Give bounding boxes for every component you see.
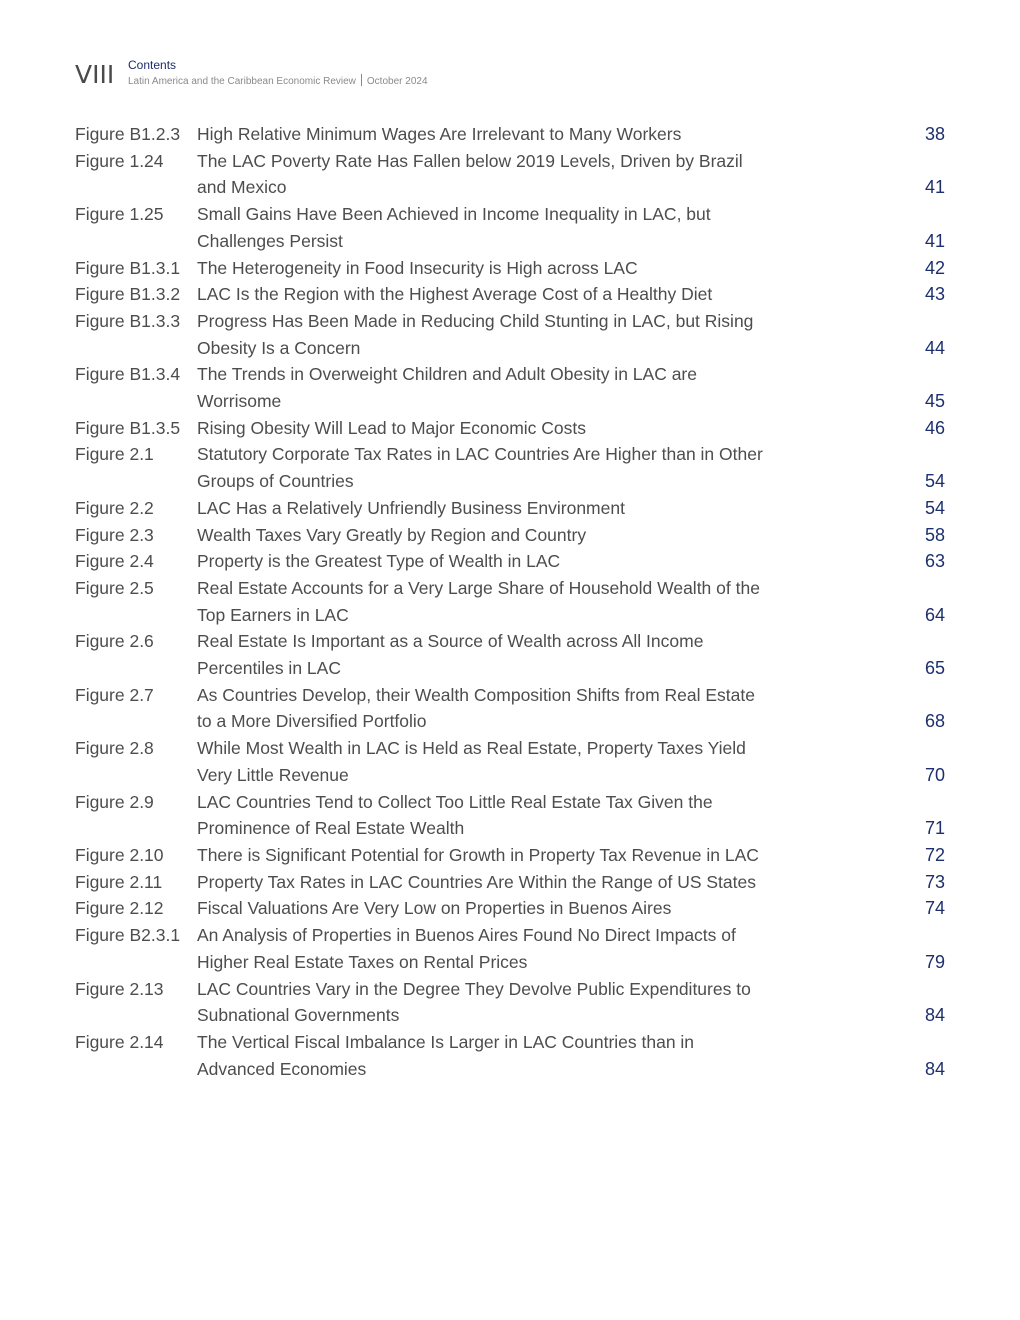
page-reference[interactable]: 64 bbox=[924, 604, 945, 625]
page-reference[interactable]: 58 bbox=[924, 524, 945, 545]
page-reference[interactable]: 38 bbox=[924, 124, 945, 144]
page-reference[interactable]: 42 bbox=[924, 257, 945, 278]
page-reference[interactable]: 54 bbox=[924, 497, 945, 518]
page-reference[interactable]: 43 bbox=[924, 284, 945, 305]
figure-title: Real Estate Accounts for a Very Large Share of Household Wealth of the Top Earners in LAC bbox=[197, 577, 760, 625]
figure-title: Statutory Corporate Tax Rates in LAC Countries Are Higher than in Other Groups of Countries bbox=[197, 444, 763, 492]
figure-label: Figure 2.9 bbox=[75, 791, 154, 812]
toc-entry[interactable] bbox=[75, 976, 945, 1029]
figure-title: There is Significant Potential for Growth in Property Tax Revenue in LAC bbox=[197, 844, 759, 865]
figure-label: Figure 1.24 bbox=[75, 150, 164, 171]
figure-label: Figure B1.2.3 bbox=[75, 124, 181, 144]
figure-title: The Vertical Fiscal Imbalance Is Larger in LAC Countries than in Advanced Economies bbox=[197, 1031, 695, 1079]
toc-entry[interactable] bbox=[75, 441, 945, 494]
figure-title: LAC Has a Relatively Unfriendly Business Environment bbox=[197, 497, 625, 518]
figure-title: LAC Countries Vary in the Degree They Devolve Public Expenditures to Subnational Governments bbox=[197, 978, 751, 1026]
page-reference[interactable]: 41 bbox=[924, 177, 945, 198]
toc-entry[interactable] bbox=[75, 682, 945, 735]
page-reference[interactable]: 63 bbox=[924, 551, 945, 572]
toc-entry[interactable] bbox=[75, 735, 945, 788]
toc-entry[interactable] bbox=[75, 575, 945, 628]
page-reference[interactable]: 54 bbox=[924, 471, 945, 492]
toc-entry[interactable] bbox=[75, 548, 945, 575]
page-reference[interactable]: 73 bbox=[924, 871, 945, 892]
figure-label: Figure B1.3.5 bbox=[75, 417, 181, 438]
figure-label: Figure 2.4 bbox=[75, 551, 154, 572]
page-reference[interactable]: 45 bbox=[924, 391, 945, 412]
publication-title: Latin America and the Caribbean Economic Review bbox=[128, 76, 356, 87]
publication-date: October 2024 bbox=[366, 76, 428, 87]
page-reference[interactable]: 41 bbox=[924, 230, 945, 251]
toc-entry[interactable] bbox=[75, 201, 945, 254]
figure-title: While Most Wealth in LAC is Held as Real Estate, Property Taxes Yield Very Little Revenue bbox=[197, 738, 746, 785]
page-reference[interactable]: 74 bbox=[924, 898, 945, 919]
toc-entry[interactable] bbox=[75, 1029, 945, 1082]
toc-entry[interactable] bbox=[75, 281, 945, 308]
figure-label: Figure B1.3.3 bbox=[75, 310, 181, 331]
figure-label: Figure 2.5 bbox=[75, 577, 154, 598]
page-reference[interactable]: 84 bbox=[924, 1005, 945, 1026]
toc-entry[interactable] bbox=[75, 922, 945, 975]
toc-entry[interactable] bbox=[75, 895, 945, 922]
figure-label: Figure 2.7 bbox=[75, 684, 154, 705]
figure-title: The Trends in Overweight Children and Adult Obesity in LAC are Worrisome bbox=[197, 364, 697, 412]
page-reference[interactable]: 65 bbox=[924, 658, 945, 679]
figure-label: Figure 2.2 bbox=[75, 497, 154, 518]
figure-label: Figure B1.3.4 bbox=[75, 364, 181, 385]
toc-entry[interactable] bbox=[75, 148, 945, 201]
toc-entry[interactable] bbox=[75, 869, 945, 896]
figure-title: Progress Has Been Made in Reducing Child Stunting in LAC, but Rising Obesity Is a Concern bbox=[197, 310, 754, 358]
page-number: VIII bbox=[75, 60, 115, 89]
figure-label: Figure 2.12 bbox=[75, 898, 164, 919]
figure-label: Figure 2.6 bbox=[75, 631, 154, 652]
toc-entry[interactable] bbox=[75, 308, 945, 361]
toc-entry[interactable] bbox=[75, 628, 945, 681]
figure-title: Small Gains Have Been Achieved in Income Inequality in LAC, but Challenges Persist bbox=[197, 204, 711, 251]
figure-title: An Analysis of Properties in Buenos Aires Found No Direct Impacts of Higher Real Estate Taxes on Rental Prices bbox=[197, 925, 736, 972]
page-reference[interactable]: 79 bbox=[924, 951, 945, 972]
figure-title: Real Estate Is Important as a Source of Wealth across All Income Percentiles in LAC bbox=[197, 631, 704, 679]
figure-title: Property Tax Rates in LAC Countries Are Within the Range of US States bbox=[197, 871, 756, 892]
figure-label: Figure B2.3.1 bbox=[75, 925, 181, 946]
running-header bbox=[128, 74, 428, 87]
page-reference[interactable]: 46 bbox=[924, 417, 945, 438]
list-of-figures bbox=[75, 121, 945, 1082]
figure-label: Figure B1.3.1 bbox=[75, 257, 181, 278]
toc-entry[interactable] bbox=[75, 522, 945, 549]
page-reference[interactable]: 72 bbox=[924, 844, 945, 865]
figure-label: Figure 2.8 bbox=[75, 738, 154, 759]
toc-entry[interactable] bbox=[75, 361, 945, 414]
figure-label: Figure 1.25 bbox=[75, 204, 164, 225]
figure-label: Figure 2.1 bbox=[75, 444, 154, 465]
figure-label: Figure B1.3.2 bbox=[75, 284, 181, 305]
figure-label: Figure 2.11 bbox=[75, 871, 163, 892]
figure-title: Rising Obesity Will Lead to Major Economic Costs bbox=[197, 417, 587, 438]
figure-label: Figure 2.10 bbox=[75, 844, 164, 865]
figure-label: Figure 2.14 bbox=[75, 1031, 164, 1052]
toc-entry[interactable] bbox=[75, 255, 945, 282]
figure-title: The Heterogeneity in Food Insecurity is High across LAC bbox=[197, 257, 638, 278]
header-divider bbox=[361, 74, 362, 86]
page-reference[interactable]: 68 bbox=[924, 711, 945, 732]
figure-title: The LAC Poverty Rate Has Fallen below 2019 Levels, Driven by Brazil and Mexico bbox=[197, 150, 743, 198]
figure-title: LAC Is the Region with the Highest Average Cost of a Healthy Diet bbox=[197, 284, 713, 305]
toc-entry[interactable] bbox=[75, 121, 945, 148]
toc-entry[interactable] bbox=[75, 789, 945, 842]
figure-title: Fiscal Valuations Are Very Low on Properties in Buenos Aires bbox=[197, 898, 672, 919]
page-reference[interactable]: 84 bbox=[924, 1058, 945, 1079]
figure-title: High Relative Minimum Wages Are Irrelevant to Many Workers bbox=[197, 124, 682, 144]
toc-entry[interactable] bbox=[75, 415, 945, 442]
section-title: Contents bbox=[128, 58, 177, 72]
toc-entry[interactable] bbox=[75, 842, 945, 869]
page-reference[interactable]: 70 bbox=[924, 764, 945, 785]
page-reference[interactable]: 71 bbox=[924, 818, 945, 839]
figure-label: Figure 2.3 bbox=[75, 524, 154, 545]
figure-title: As Countries Develop, their Wealth Composition Shifts from Real Estate to a More Diversified Portfolio bbox=[197, 684, 755, 732]
figure-title: Wealth Taxes Vary Greatly by Region and Country bbox=[197, 524, 587, 545]
page-reference[interactable]: 44 bbox=[924, 337, 945, 358]
figure-title: LAC Countries Tend to Collect Too Little Real Estate Tax Given the Prominence of Real Estate Wealth bbox=[197, 791, 713, 839]
figure-title: Property is the Greatest Type of Wealth in LAC bbox=[197, 551, 561, 572]
figure-label: Figure 2.13 bbox=[75, 978, 164, 999]
toc-entry[interactable] bbox=[75, 495, 945, 522]
